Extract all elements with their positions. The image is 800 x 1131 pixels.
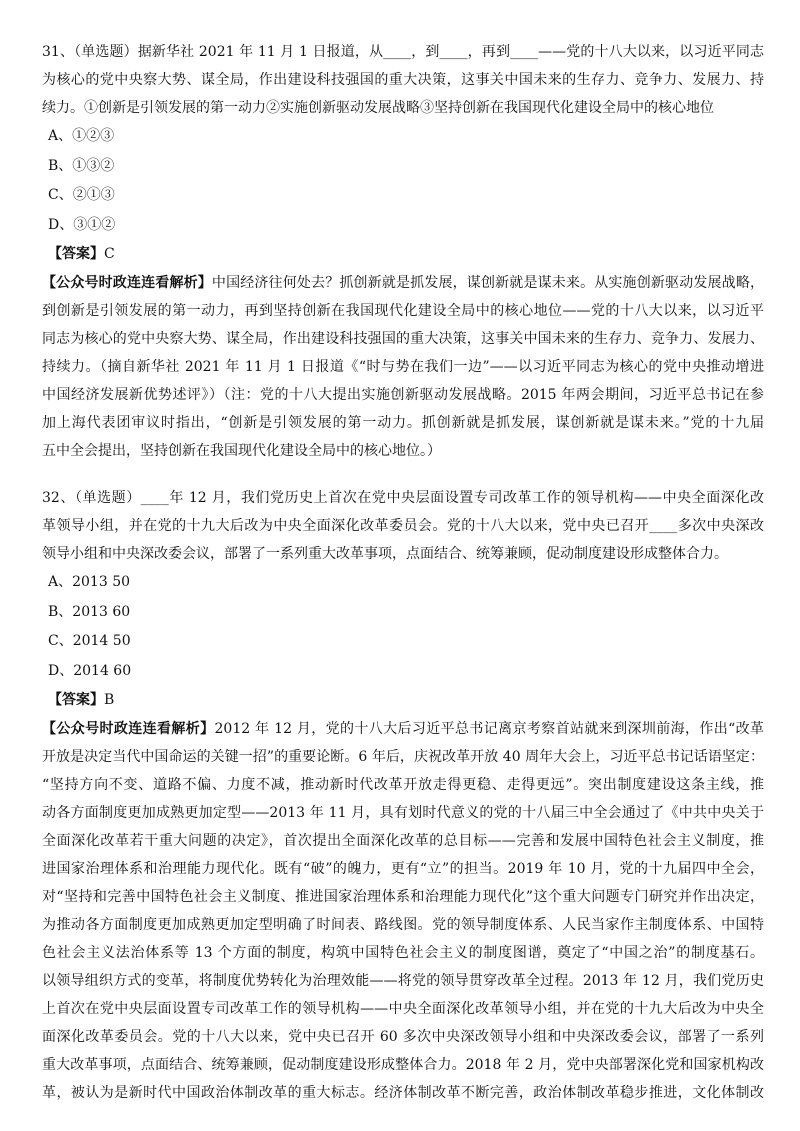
question-stem-line: 为核心的党中央察大势、谋全局，作出建设科技强国的重大决策，这事关中国未来的生存力、竞争力、发展力、持: [42, 72, 764, 88]
option-a: A、①②③: [48, 128, 115, 144]
answer-value: C: [104, 246, 115, 262]
option-c: C、②①③: [48, 187, 115, 203]
analysis-line: 到创新是引领发展的第一动力，再到坚持创新在我国现代化建设全局中的核心地位——党的十八大以来，以习近平: [42, 303, 764, 319]
analysis-line: 进国家治理体系和治理能力现代化。既有“破”的魄力，更有“立”的担当。2019 年 10 月，党的十九届四中全会，: [42, 861, 764, 877]
option-a: A、2013 50: [48, 574, 131, 590]
analysis-line: 五中全会提出，坚持创新在我国现代化建设全局中的核心地位。）: [42, 443, 441, 459]
analysis-first-line: [42, 269, 764, 297]
analysis-label: 【公众号时政连连看解析】: [42, 275, 212, 291]
option-d: D、③①②: [48, 216, 116, 233]
analysis-first-line: [42, 715, 764, 743]
analysis-line: 对“坚持和完善中国特色社会主义制度、推进国家治理体系和治理能力现代化”这个重大问题专门研究并作出决定，: [42, 889, 764, 905]
analysis-line: 加上海代表团审议时指出，“创新是引领发展的第一动力。抓创新就是抓发展，谋创新就是谋未来。”党的十九届: [42, 415, 764, 431]
analysis-line: 上首次在党中央层面设置专司改革工作的领导机构——中央全面深化改革领导小组，并在党的十九大后改为中央全: [42, 1001, 764, 1017]
analysis-text: 2012 年 12 月，党的十八大后习近平总书记离京考察首站就来到深圳前海，作出“改革: [214, 721, 764, 737]
analysis-line: 持续力。（摘自新华社 2021 年 11 月 1 日报道《“时与势在我们一边”——以习近平同志为核心的党中央推动增进: [42, 359, 764, 375]
analysis-line: 面深化改革委员会。党的十八大以来，党中央已召开 60 多次中央深改领导小组和中央深改委会议，部署了一系列: [42, 1029, 764, 1045]
analysis-line: 开放是决定当代中国命运的关键一招”的重要论断。6 年后，庆祝改革开放 40 周年大会上，习近平总书记话语坚定：: [42, 749, 764, 765]
analysis-line: 全面深化改革若干重大问题的决定》，首次提出全面深化改革的总目标——完善和发展中国特色社会主义制度，推: [42, 833, 764, 849]
question-31: [42, 38, 764, 465]
analysis-line: 重大改革事项，点面结合、统筹兼顾，促动制度建设形成整体合力。2018 年 2 月，党中央部署深化党和国家机构改: [42, 1057, 764, 1073]
option-b: B、①③②: [48, 157, 115, 174]
analysis-text: 中国经济往何处去？抓创新就是抓发展，谋创新就是谋未来。从实施创新驱动发展战略，: [211, 275, 764, 291]
option-c: C、2014 50: [48, 633, 131, 649]
analysis-line: 中国经济发展新优势述评》）（注：党的十八大提出实施创新驱动发展战略。2015 年两会期间，习近平总书记在参: [42, 387, 764, 403]
analysis-line: “坚持方向不变、道路不偏、力度不减，推动新时代改革开放走得更稳、走得更远”。突出制度建设这条主线，推: [42, 777, 764, 793]
option-d: D、2014 60: [48, 662, 132, 679]
answer-label: 【答案】: [48, 246, 104, 262]
question-stem-line: 31、（单选题）据新华社 2021 年 11 月 1 日报道，从____，到____，再到____——党的十八大以来，以习近平同志: [42, 44, 764, 60]
question-stem-line: 32、（单选题）____年 12 月，我们党历史上首次在党中央层面设置专司改革工作的领导机构——中央全面深化改: [42, 490, 764, 506]
analysis-line: 同志为核心的党中央察大势、谋全局，作出建设科技强国的重大决策，这事关中国未来的生存力、竞争力、发展力、: [42, 331, 764, 347]
analysis-line: 为推动各方面制度更加成熟更加定型明确了时间表、路线图。党的领导制度体系、人民当家作主制度体系、中国特: [42, 917, 764, 933]
analysis-line: 动各方面制度更加成熟更加定型——2013 年 11 月，具有划时代意义的党的十八届三中全会通过了《中共中央关于: [42, 805, 764, 821]
question-stem-line: 革领导小组，并在党的十九大后改为中央全面深化改革委员会。党的十八大以来，党中央已召开____多次中央深改: [42, 518, 764, 534]
question-stem-line: 领导小组和中央深改委会议，部署了一系列重大改革事项，点面结合、统筹兼顾，促动制度建设形成整体合力。: [42, 546, 728, 562]
option-b: B、2013 60: [48, 603, 131, 620]
answer: [42, 240, 764, 269]
question-stem-line: 续力。①创新是引领发展的第一动力②实施创新驱动发展战略③坚持创新在我国现代化建设全局中的核心地位: [42, 100, 714, 116]
analysis-line: 以领导组织方式的变革，将制度优势转化为治理效能——将党的领导贯穿改革全过程。2013 年 12 月，我们党历史: [42, 973, 764, 989]
answer-label: 【答案】: [48, 692, 104, 708]
answer-value: B: [104, 692, 115, 708]
answer: [42, 686, 764, 715]
question-32: [42, 484, 764, 1107]
analysis-label: 【公众号时政连连看解析】: [42, 721, 215, 737]
analysis-line: 色社会主义法治体系等 13 个方面的制度，构筑中国特色社会主义的制度图谱，奠定了“中国之治”的制度基石。: [42, 945, 764, 961]
analysis-line: 革，被认为是新时代中国政治体制改革的重大标志。经济体制改革不断完善，政治体制改革稳步推进，文化体制改: [42, 1085, 764, 1101]
